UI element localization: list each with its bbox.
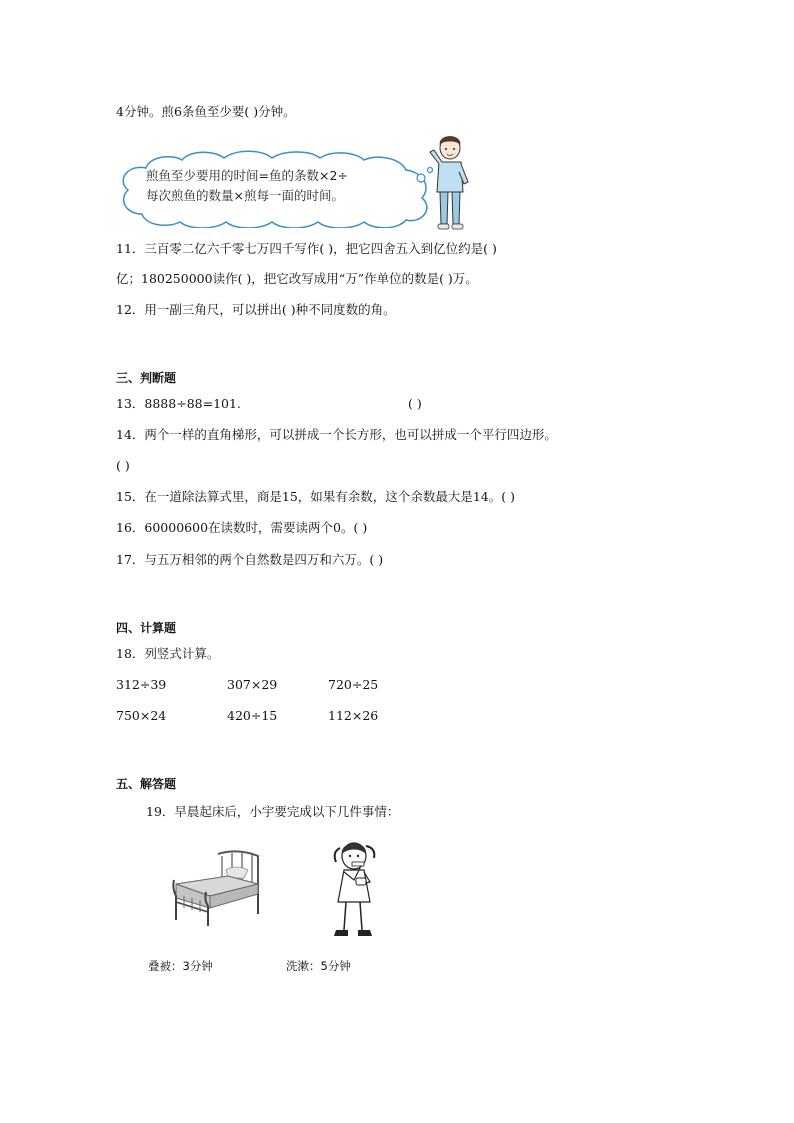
section-4-heading: 四、计算题 xyxy=(116,621,177,635)
calc-item: 750×24 xyxy=(116,708,167,723)
caption-fold-quilt: 叠被：3分钟 xyxy=(148,959,213,973)
q16: 16．60000600在读数时，需要读两个0。( ) xyxy=(116,520,368,535)
q17: 17．与五万相邻的两个自然数是四万和六万。( ) xyxy=(116,552,384,567)
tip-line-2: 每次煎鱼的数量×煎每一面的时间。 xyxy=(146,188,344,203)
q11-line-1: 11．三百零二亿六千零七万四千写作( )，把它四舍五入到亿位约是( ) xyxy=(116,241,497,256)
calc-item: 420÷15 xyxy=(227,708,278,723)
q11-line-2: 亿；180250000读作( )，把它改写成用“万”作单位的数是( )万。 xyxy=(116,271,478,286)
caption-wash-up: 洗漱：5分钟 xyxy=(286,959,351,973)
tip-line-1: 煎鱼至少要用的时间=鱼的条数×2÷ xyxy=(146,168,348,183)
q10-tail: 4分钟。煎6条鱼至少要( )分钟。 xyxy=(116,104,296,119)
q12: 12．用一副三角尺，可以拼出( )种不同度数的角。 xyxy=(116,302,396,317)
section-5-heading: 五、解答题 xyxy=(116,777,177,791)
q14-line-1: 14．两个一样的直角梯形，可以拼成一个长方形，也可以拼成一个平行四边形。 xyxy=(116,427,557,442)
girl-brushing-illustration xyxy=(326,838,382,942)
calc-item: 720÷25 xyxy=(328,677,379,692)
bed-illustration xyxy=(170,848,264,928)
calc-item: 312÷39 xyxy=(116,677,167,692)
q15: 15．在一道除法算式里，商是15，如果有余数，这个余数最大是14。( ) xyxy=(116,489,515,504)
boy-illustration xyxy=(426,132,476,232)
section-3-heading: 三、判断题 xyxy=(116,371,177,385)
calc-item: 112×26 xyxy=(328,708,379,723)
calc-item: 307×29 xyxy=(227,677,278,692)
q13-answer-paren: ( ) xyxy=(408,396,422,411)
q18: 18．列竖式计算。 xyxy=(116,646,220,661)
q19: 19．早晨起床后，小宇要完成以下几件事情： xyxy=(146,804,400,819)
q14-answer-paren: ( ) xyxy=(116,458,130,473)
q13-text: 13．8888÷88=101. xyxy=(116,396,241,411)
